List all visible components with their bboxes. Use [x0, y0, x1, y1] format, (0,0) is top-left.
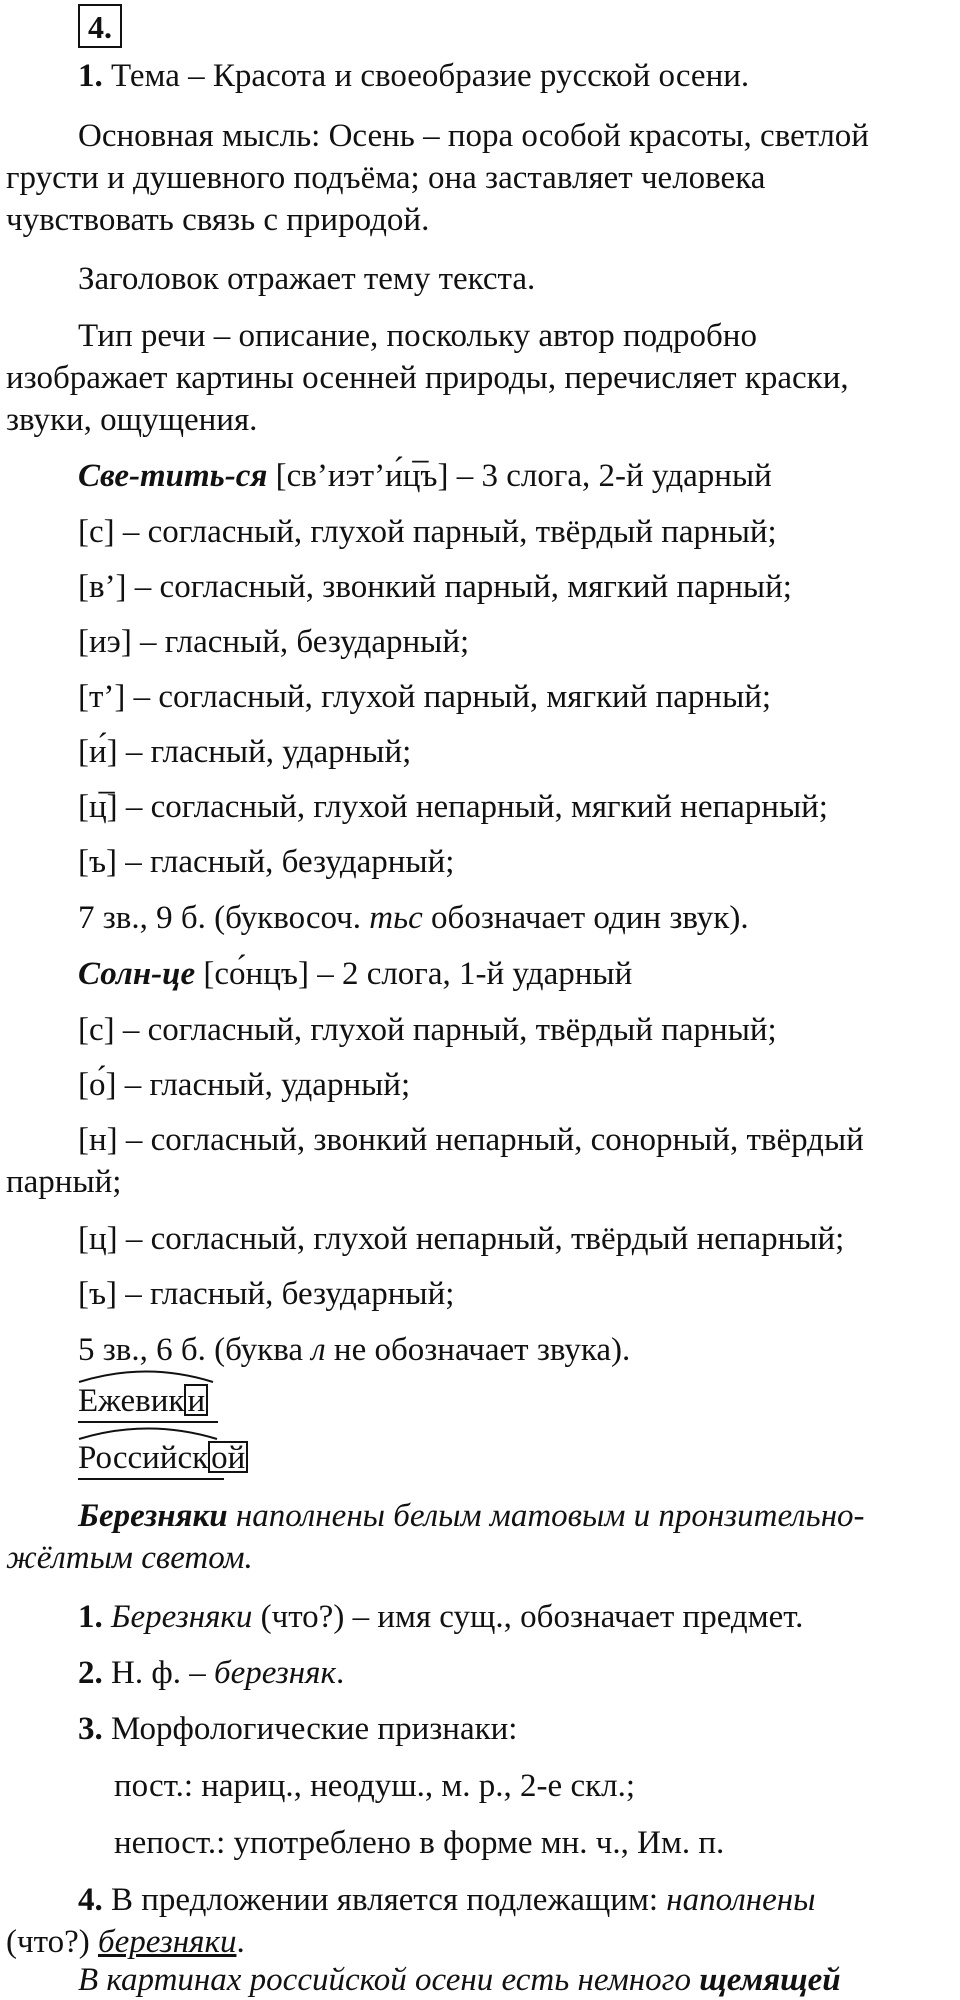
word2-sound-1: [с] – согласный, глухой парный, твёрдый парный; [78, 1012, 777, 1048]
analysis-point-3: 3. Морфологические признаки: [78, 1711, 518, 1747]
word1-transcription: [св’иэт’и́ц̅ъ] [275, 458, 449, 494]
word1-syllables: – 3 слога, 2-й ударный [456, 458, 772, 494]
analysis-variable-features: непост.: употреблено в форме мн. ч., Им. п. [114, 1825, 725, 1861]
ending-box: ой [208, 1441, 248, 1473]
word2-transcription: [со́нцъ] [203, 956, 309, 992]
item-number: 1. [78, 58, 103, 94]
word1-header [78, 456, 772, 496]
word2-header [78, 954, 632, 994]
speech-type-line-3: звуки, ощущения. [6, 402, 258, 438]
word2-syllables: – 2 слога, 1-й ударный [317, 956, 633, 992]
word2-word: Солн-це [78, 956, 196, 992]
analysis-point-4: 4. В предложении является подлежащим: наполнены [78, 1882, 816, 1918]
main-idea-line-3: чувствовать связь с природой. [6, 202, 430, 238]
word2-sound-5: [ъ] – гласный, безударный; [78, 1276, 455, 1312]
analysis-point-4-cont: (что?) березняки. [6, 1924, 245, 1960]
ending-box: и [184, 1384, 208, 1416]
word2-sound-4: [ц] – согласный, глухой непарный, твёрдый непарный; [78, 1221, 845, 1257]
word1-sound-6: [ц̅] – согласный, глухой непарный, мягкий непарный; [78, 789, 828, 825]
sentence-line-2: жёлтым светом. [6, 1540, 253, 1576]
stem-arc: Ежевик [78, 1381, 184, 1421]
morpheme-word-1 [78, 1381, 208, 1421]
word2-sound-3: [н] – согласный, звонкий непарный, сонорный, твёрдый [78, 1122, 864, 1158]
stem-arc-icon [78, 1424, 218, 1440]
word1-sound-5: [и́] – гласный, ударный; [78, 734, 412, 770]
last-line: В картинах российской осени есть немного щемящей [78, 1962, 841, 1998]
main-idea-line-2: грусти и душевного подъёма; она заставляет человека [6, 160, 766, 196]
analysis-constant-features: пост.: нариц., неодуш., м. р., 2-е скл.; [114, 1768, 636, 1804]
analysis-point-2: 2. Н. ф. – березняк. [78, 1655, 345, 1691]
title-reflection-line: Заголовок отражает тему текста. [78, 261, 536, 297]
analysis-point-1: 1. Березняки (что?) – имя сущ., обозначает предмет. [78, 1599, 804, 1635]
stem-arc: Российск [78, 1438, 208, 1478]
theme-line [78, 56, 749, 96]
task-number-badge: 4. [78, 4, 122, 48]
word1-sound-3: [иэ] – гласный, безударный; [78, 624, 470, 660]
word2-sound-3-cont: парный; [6, 1164, 122, 1200]
speech-type-line-1: Тип речи – описание, поскольку автор подробно [78, 318, 757, 354]
theme-text: Тема – Красота и своеобразие русской осени. [111, 58, 750, 94]
sentence-line-1: Березняки наполнены белым матовым и пронзительно- [78, 1498, 865, 1534]
word1-sound-7: [ъ] – гласный, безударный; [78, 844, 455, 880]
stem-underline [78, 1478, 224, 1480]
main-idea-line-1: Основная мысль: Осень – пора особой красоты, светлой [78, 118, 869, 154]
morpheme-word-2 [78, 1438, 248, 1478]
word2-summary: 5 зв., 6 б. (буква л не обозначает звука). [78, 1332, 631, 1368]
word1-word: Све-тить-ся [78, 458, 268, 494]
speech-type-line-2: изображает картины осенней природы, перечисляет краски, [6, 360, 849, 396]
word1-summary: 7 зв., 9 б. (буквосоч. тьс обозначает один звук). [78, 900, 749, 936]
stem-underline [78, 1421, 218, 1423]
stem-arc-icon [78, 1367, 214, 1383]
word1-sound-4: [т’] – согласный, глухой парный, мягкий парный; [78, 679, 772, 715]
word1-sound-1: [с] – согласный, глухой парный, твёрдый парный; [78, 514, 777, 550]
word2-sound-2: [о́] – гласный, ударный; [78, 1067, 411, 1103]
word1-sound-2: [в’] – согласный, звонкий парный, мягкий парный; [78, 569, 792, 605]
